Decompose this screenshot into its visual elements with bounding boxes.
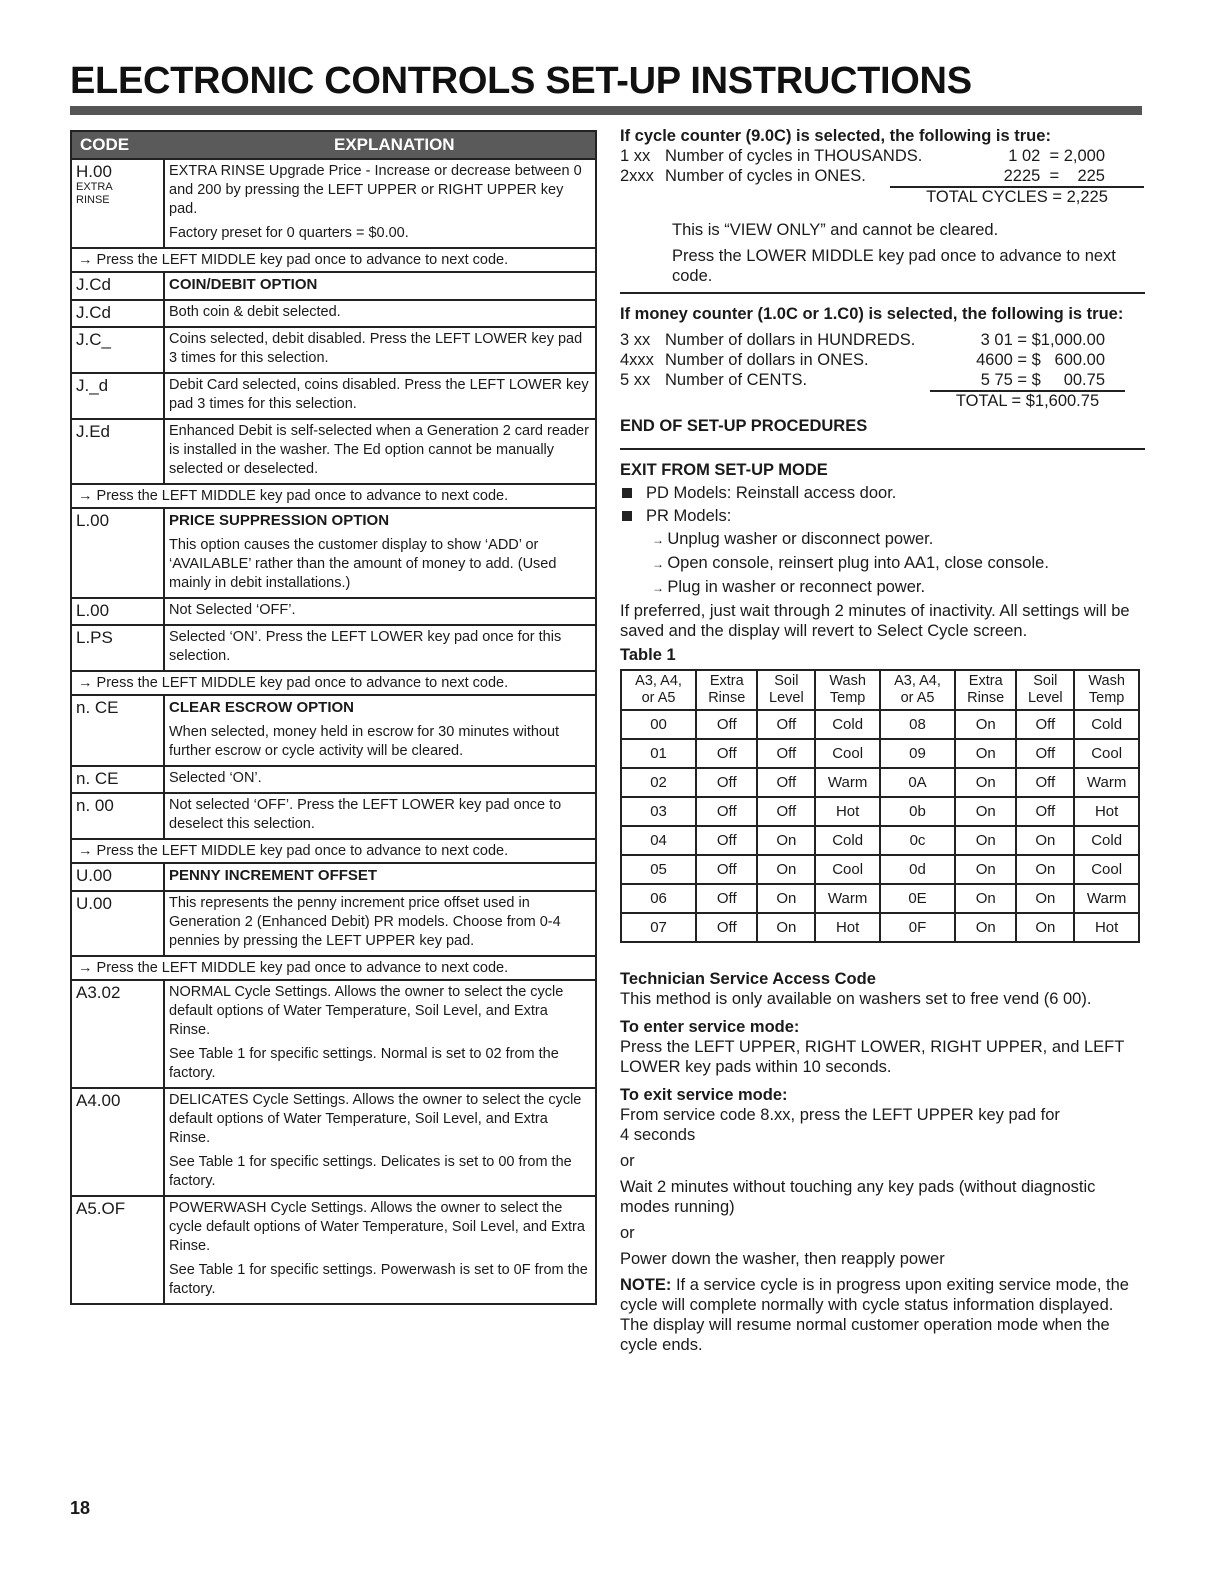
code-cell	[71, 766, 164, 793]
table1-row	[621, 710, 1139, 739]
code-row	[71, 508, 596, 598]
square-bullet-icon	[622, 488, 632, 498]
table1-cell: Hot	[1074, 797, 1139, 826]
table1-cell: On	[757, 855, 815, 884]
table1-cell: Off	[1016, 710, 1074, 739]
code-cell	[71, 327, 164, 373]
table1-cell: Off	[696, 710, 757, 739]
table1-cell: Off	[757, 768, 815, 797]
code-cell	[71, 373, 164, 419]
table1-cell: Cold	[1074, 710, 1139, 739]
bullet-text: PR Models:	[646, 507, 732, 525]
table1-cell: On	[955, 826, 1016, 855]
title-rule	[70, 106, 1142, 115]
explanation-text: See Table 1 for specific settings. Powerwash is set to 0F from the factory.	[169, 1262, 588, 1297]
table1-cell: On	[955, 884, 1016, 913]
advance-instruction: → Press the LEFT MIDDLE key pad once to advance to next code.	[71, 248, 596, 272]
code-row	[71, 1196, 596, 1304]
table1-cell: 0b	[880, 797, 955, 826]
code-value: H.00	[76, 162, 112, 181]
code-row	[71, 419, 596, 484]
table1-cell: Off	[696, 826, 757, 855]
or-text-1: or	[620, 1152, 635, 1170]
table1-cell: Off	[696, 797, 757, 826]
table1-cell: Warm	[1074, 768, 1139, 797]
explanation-text: Not Selected ‘OFF’.	[169, 602, 296, 618]
table1-cell: Warm	[815, 884, 880, 913]
code-cell	[71, 598, 164, 625]
end-setup-heading: END OF SET-UP PROCEDURES	[620, 417, 868, 435]
code-row	[71, 373, 596, 419]
page-number: 18	[70, 1498, 91, 1518]
explanation-text: Both coin & debit selected.	[169, 304, 341, 320]
counter-k: 1 xx	[620, 147, 651, 165]
code-cell	[71, 419, 164, 484]
tech-intro: This method is only available on washers set to free vend (6 00).	[620, 990, 1092, 1008]
step-text: Open console, reinsert plug into AA1, close console.	[667, 554, 1049, 572]
option-heading: PRICE SUPPRESSION OPTION	[169, 512, 390, 529]
code-row	[71, 1088, 596, 1196]
explanation-text: When selected, money held in escrow for 30 minutes without further escrow or cycle activity will be cleared.	[169, 724, 560, 759]
header-explanation: EXPLANATION	[164, 131, 596, 159]
table1-cell: 04	[621, 826, 696, 855]
explanation-cell	[164, 863, 596, 891]
table1-cell: Off	[1016, 739, 1074, 768]
table1-cell: 0E	[880, 884, 955, 913]
code-cell	[71, 1088, 164, 1196]
service-note	[620, 1275, 1145, 1355]
bullet-item	[620, 506, 1145, 526]
code-value: A4.00	[76, 1091, 121, 1110]
explanation-cell	[164, 980, 596, 1088]
code-row	[71, 300, 596, 327]
table1-cell: Off	[1016, 768, 1074, 797]
exit-service-1: From service code 8.xx, press the LEFT UPPER key pad for 4 seconds	[620, 1106, 1060, 1144]
table1-cell: Hot	[815, 797, 880, 826]
table1-cell: On	[955, 797, 1016, 826]
counter-row	[620, 350, 1145, 370]
counter-d: Number of dollars in HUNDREDS.	[665, 331, 916, 349]
table1-row	[621, 855, 1139, 884]
explanation-text: DELICATES Cycle Settings. Allows the owner to select the cycle default options of Water Temperature, Soil Level, and Extra Rinse.	[169, 1092, 582, 1146]
table1-header: A3, A4, or A5	[621, 670, 696, 710]
table1-cell: Cool	[815, 739, 880, 768]
arrow-icon: →	[652, 557, 668, 571]
step-item	[652, 577, 1145, 598]
table1-cell: Off	[757, 797, 815, 826]
table1-cell: On	[757, 884, 815, 913]
cycle-total: TOTAL CYCLES = 2,225	[890, 186, 1144, 206]
explanation-cell	[164, 272, 596, 300]
table1-row	[621, 884, 1139, 913]
code-value: J.C_	[76, 330, 111, 349]
table1-cell: On	[955, 710, 1016, 739]
code-value: J.Cd	[76, 303, 111, 322]
note-text: If a service cycle is in progress upon exiting service mode, the cycle will complete normally with cycle status information displayed. The display will resume normal customer operation mode when the cycle ends.	[620, 1276, 1129, 1354]
code-value: U.00	[76, 894, 112, 913]
code-cell	[71, 159, 164, 248]
header-code: CODE	[71, 131, 164, 159]
code-row	[71, 980, 596, 1088]
table1-cell: On	[955, 855, 1016, 884]
table1-cell: On	[757, 826, 815, 855]
exit-service-2: Wait 2 minutes without touching any key pads (without diagnostic modes running)	[620, 1178, 1096, 1216]
note-label: NOTE:	[620, 1276, 672, 1294]
code-table	[70, 130, 597, 1305]
table1-cell: 00	[621, 710, 696, 739]
explanation-text: Enhanced Debit is self-selected when a Generation 2 card reader is installed in the washer. The Ed option cannot be manually selected or deselected.	[169, 423, 589, 477]
code-value: A3.02	[76, 983, 121, 1002]
table1-cell: Cold	[815, 710, 880, 739]
explanation-cell	[164, 766, 596, 793]
table1-cell: 0A	[880, 768, 955, 797]
table1-cell: Warm	[1074, 884, 1139, 913]
code-cell	[71, 863, 164, 891]
table1-cell: Hot	[1074, 913, 1139, 942]
table1-cell: On	[955, 913, 1016, 942]
code-value: n. CE	[76, 698, 119, 717]
arrow-icon: →	[652, 581, 668, 595]
explanation-text: EXTRA RINSE Upgrade Price - Increase or decrease between 0 and 200 by pressing the LEFT UPPER or RIGHT UPPER key pad.	[169, 163, 582, 217]
table1-cell: Off	[696, 739, 757, 768]
code-row	[71, 327, 596, 373]
step-item	[652, 553, 1145, 574]
counter-k: 2xxx	[620, 167, 654, 185]
bullet-item	[620, 483, 1145, 503]
code-cell	[71, 508, 164, 598]
code-cell	[71, 625, 164, 671]
money-total: TOTAL = $1,600.75	[930, 390, 1125, 410]
explanation-cell	[164, 1196, 596, 1304]
cycle-counter-heading: If cycle counter (9.0C) is selected, the following is true:	[620, 127, 1051, 145]
table1-header: Soil Level	[757, 670, 815, 710]
counter-v: 1 02 = 2,000	[1008, 147, 1105, 165]
table1-cell: 03	[621, 797, 696, 826]
page-title: ELECTRONIC CONTROLS SET-UP INSTRUCTIONS	[70, 60, 972, 102]
table1-header: Wash Temp	[1074, 670, 1139, 710]
counter-v: 5 75 = $ 00.75	[980, 371, 1105, 389]
explanation-cell	[164, 598, 596, 625]
explanation-cell	[164, 793, 596, 839]
table1-cell: Cool	[815, 855, 880, 884]
table1-cell: Off	[696, 884, 757, 913]
table1-row	[621, 768, 1139, 797]
table1-row	[621, 797, 1139, 826]
code-value: n. 00	[76, 796, 114, 815]
table1-cell: Cold	[815, 826, 880, 855]
table1-row	[621, 739, 1139, 768]
bullet-text: PD Models: Reinstall access door.	[646, 484, 897, 502]
table1-cell: On	[955, 768, 1016, 797]
code-cell	[71, 300, 164, 327]
exit-service-heading: To exit service mode:	[620, 1086, 788, 1104]
explanation-cell	[164, 625, 596, 671]
step-text: Unplug washer or disconnect power.	[667, 530, 934, 548]
code-value: n. CE	[76, 769, 119, 788]
table1-cell: 02	[621, 768, 696, 797]
code-row	[71, 625, 596, 671]
explanation-text: Not selected ‘OFF’. Press the LEFT LOWER key pad once to deselect this selection.	[169, 797, 562, 832]
advance-instruction: → Press the LEFT MIDDLE key pad once to advance to next code.	[71, 956, 596, 980]
code-value: A5.OF	[76, 1199, 126, 1218]
table1-cell: Hot	[815, 913, 880, 942]
counter-row	[620, 330, 1145, 350]
code-row	[71, 863, 596, 891]
table1-cell: On	[757, 913, 815, 942]
explanation-text: See Table 1 for specific settings. Delicates is set to 00 from the factory.	[169, 1154, 572, 1189]
table1-cell: On	[955, 739, 1016, 768]
code-cell	[71, 980, 164, 1088]
table1-label: Table 1	[620, 646, 676, 664]
square-bullet-icon	[622, 511, 632, 521]
explanation-cell	[164, 419, 596, 484]
advance-note: Press the LOWER MIDDLE key pad once to advance to next code.	[672, 247, 1116, 285]
counter-d: Number of dollars in ONES.	[665, 351, 869, 369]
advance-instruction: → Press the LEFT MIDDLE key pad once to advance to next code.	[71, 484, 596, 508]
explanation-text: Debit Card selected, coins disabled. Press the LEFT LOWER key pad 3 times for this selection.	[169, 377, 589, 412]
table1-cell: Off	[696, 855, 757, 884]
code-row	[71, 695, 596, 766]
counter-k: 5 xx	[620, 371, 651, 389]
code-sub: EXTRA	[76, 181, 113, 193]
code-value: L.00	[76, 511, 110, 530]
code-value: J.Ed	[76, 422, 111, 441]
table1-header: Extra Rinse	[696, 670, 757, 710]
explanation-cell	[164, 159, 596, 248]
exit-setup-heading: EXIT FROM SET-UP MODE	[620, 461, 828, 479]
table1-cell: Warm	[815, 768, 880, 797]
code-row	[71, 793, 596, 839]
code-row	[71, 598, 596, 625]
advance-instruction: → Press the LEFT MIDDLE key pad once to advance to next code.	[71, 671, 596, 695]
table1-cell: 0d	[880, 855, 955, 884]
option-heading: CLEAR ESCROW OPTION	[169, 699, 355, 716]
code-cell	[71, 272, 164, 300]
code-value: U.00	[76, 866, 112, 885]
table1-cell: On	[1016, 855, 1074, 884]
explanation-text: POWERWASH Cycle Settings. Allows the owner to select the cycle default options of Water Temperature, Soil Level, and Extra Rinse.	[169, 1200, 585, 1254]
code-cell	[71, 793, 164, 839]
table1-cell: Off	[1016, 797, 1074, 826]
view-only-note: This is “VIEW ONLY” and cannot be cleared.	[672, 221, 999, 239]
counter-row	[620, 166, 1145, 186]
table1-cell: 07	[621, 913, 696, 942]
table1-cell: Cold	[1074, 826, 1139, 855]
counter-k: 4xxx	[620, 351, 654, 369]
table1-cell: Off	[757, 739, 815, 768]
table1-row	[621, 913, 1139, 942]
code-cell	[71, 891, 164, 956]
counter-row	[620, 146, 1145, 166]
explanation-text: Coins selected, debit disabled. Press the LEFT LOWER key pad 3 times for this selection.	[169, 331, 583, 366]
table1-cell: 0c	[880, 826, 955, 855]
counter-row	[620, 370, 1145, 390]
counter-v: 2225 = 225	[1003, 167, 1105, 185]
table1-cell: 06	[621, 884, 696, 913]
table1-header: Extra Rinse	[955, 670, 1016, 710]
or-text-2: or	[620, 1224, 635, 1242]
option-heading: PENNY INCREMENT OFFSET	[169, 867, 378, 884]
counter-d: Number of CENTS.	[665, 371, 808, 389]
counter-d: Number of cycles in ONES.	[665, 167, 866, 185]
exit-note: If preferred, just wait through 2 minutes of inactivity. All settings will be saved and the display will revert to Select Cycle screen.	[620, 602, 1130, 640]
explanation-cell	[164, 891, 596, 956]
code-row	[71, 159, 596, 248]
explanation-cell	[164, 695, 596, 766]
step-text: Plug in washer or reconnect power.	[667, 578, 926, 596]
code-value: L.PS	[76, 628, 113, 647]
table1-cell: 09	[880, 739, 955, 768]
code-value: J.Cd	[76, 275, 111, 294]
table1-header: Soil Level	[1016, 670, 1074, 710]
explanation-cell	[164, 508, 596, 598]
table1-cell: 08	[880, 710, 955, 739]
enter-service-heading: To enter service mode:	[620, 1018, 800, 1036]
explanation-text: NORMAL Cycle Settings. Allows the owner to select the cycle default options of Water Temperature, Soil Level, and Extra Rinse.	[169, 984, 564, 1038]
table1-cell: Off	[696, 913, 757, 942]
table1-cell: Cool	[1074, 739, 1139, 768]
table1-header: A3, A4, or A5	[880, 670, 955, 710]
code-row	[71, 272, 596, 300]
table1-cell: Off	[696, 768, 757, 797]
code-sub: RINSE	[76, 194, 110, 206]
table1-cell: Off	[757, 710, 815, 739]
table1-cell: Cool	[1074, 855, 1139, 884]
code-value: L.00	[76, 601, 110, 620]
explanation-text: Selected ‘ON’.	[169, 770, 262, 786]
table1-cell: 0F	[880, 913, 955, 942]
counter-v: 3 01 = $1,000.00	[980, 331, 1105, 349]
tech-heading: Technician Service Access Code	[620, 970, 876, 988]
advance-instruction: → Press the LEFT MIDDLE key pad once to advance to next code.	[71, 839, 596, 863]
right-column	[620, 126, 1145, 1355]
table1-cell: 01	[621, 739, 696, 768]
counter-k: 3 xx	[620, 331, 651, 349]
step-item	[652, 529, 1145, 550]
explanation-cell	[164, 1088, 596, 1196]
enter-service-text: Press the LEFT UPPER, RIGHT LOWER, RIGHT UPPER, and LEFT LOWER key pads within 10 seconds.	[620, 1038, 1124, 1076]
table1	[620, 669, 1140, 943]
money-counter-heading: If money counter (1.0C or 1.C0) is selected, the following is true:	[620, 305, 1124, 323]
table1-cell: 05	[621, 855, 696, 884]
code-row	[71, 766, 596, 793]
code-row	[71, 891, 596, 956]
code-value: J._d	[76, 376, 109, 395]
code-cell	[71, 695, 164, 766]
explanation-text: This option causes the customer display to show ‘ADD’ or ‘AVAILABLE’ rather than the amount of money to add. (Used mainly in debit installations.)	[169, 537, 557, 591]
table1-row	[621, 826, 1139, 855]
table1-cell: On	[1016, 826, 1074, 855]
option-heading: COIN/DEBIT OPTION	[169, 276, 318, 293]
counter-d: Number of cycles in THOUSANDS.	[665, 147, 923, 165]
counter-v: 4600 = $ 600.00	[976, 351, 1105, 369]
explanation-cell	[164, 300, 596, 327]
table1-cell: On	[1016, 913, 1074, 942]
arrow-icon: →	[652, 533, 668, 547]
table1-cell: On	[1016, 884, 1074, 913]
explanation-cell	[164, 327, 596, 373]
explanation-text: Factory preset for 0 quarters = $0.00.	[169, 225, 409, 241]
exit-service-3: Power down the washer, then reapply power	[620, 1250, 945, 1268]
explanation-cell	[164, 373, 596, 419]
table1-header: Wash Temp	[815, 670, 880, 710]
code-cell	[71, 1196, 164, 1304]
explanation-text: See Table 1 for specific settings. Normal is set to 02 from the factory.	[169, 1046, 559, 1081]
explanation-text: Selected ‘ON’. Press the LEFT LOWER key pad once for this selection.	[169, 629, 562, 664]
explanation-text: This represents the penny increment price offset used in Generation 2 (Enhanced Debit) PR models. Choose from 0-4 pennies by pressing the LEFT UPPER key pad.	[169, 895, 561, 949]
